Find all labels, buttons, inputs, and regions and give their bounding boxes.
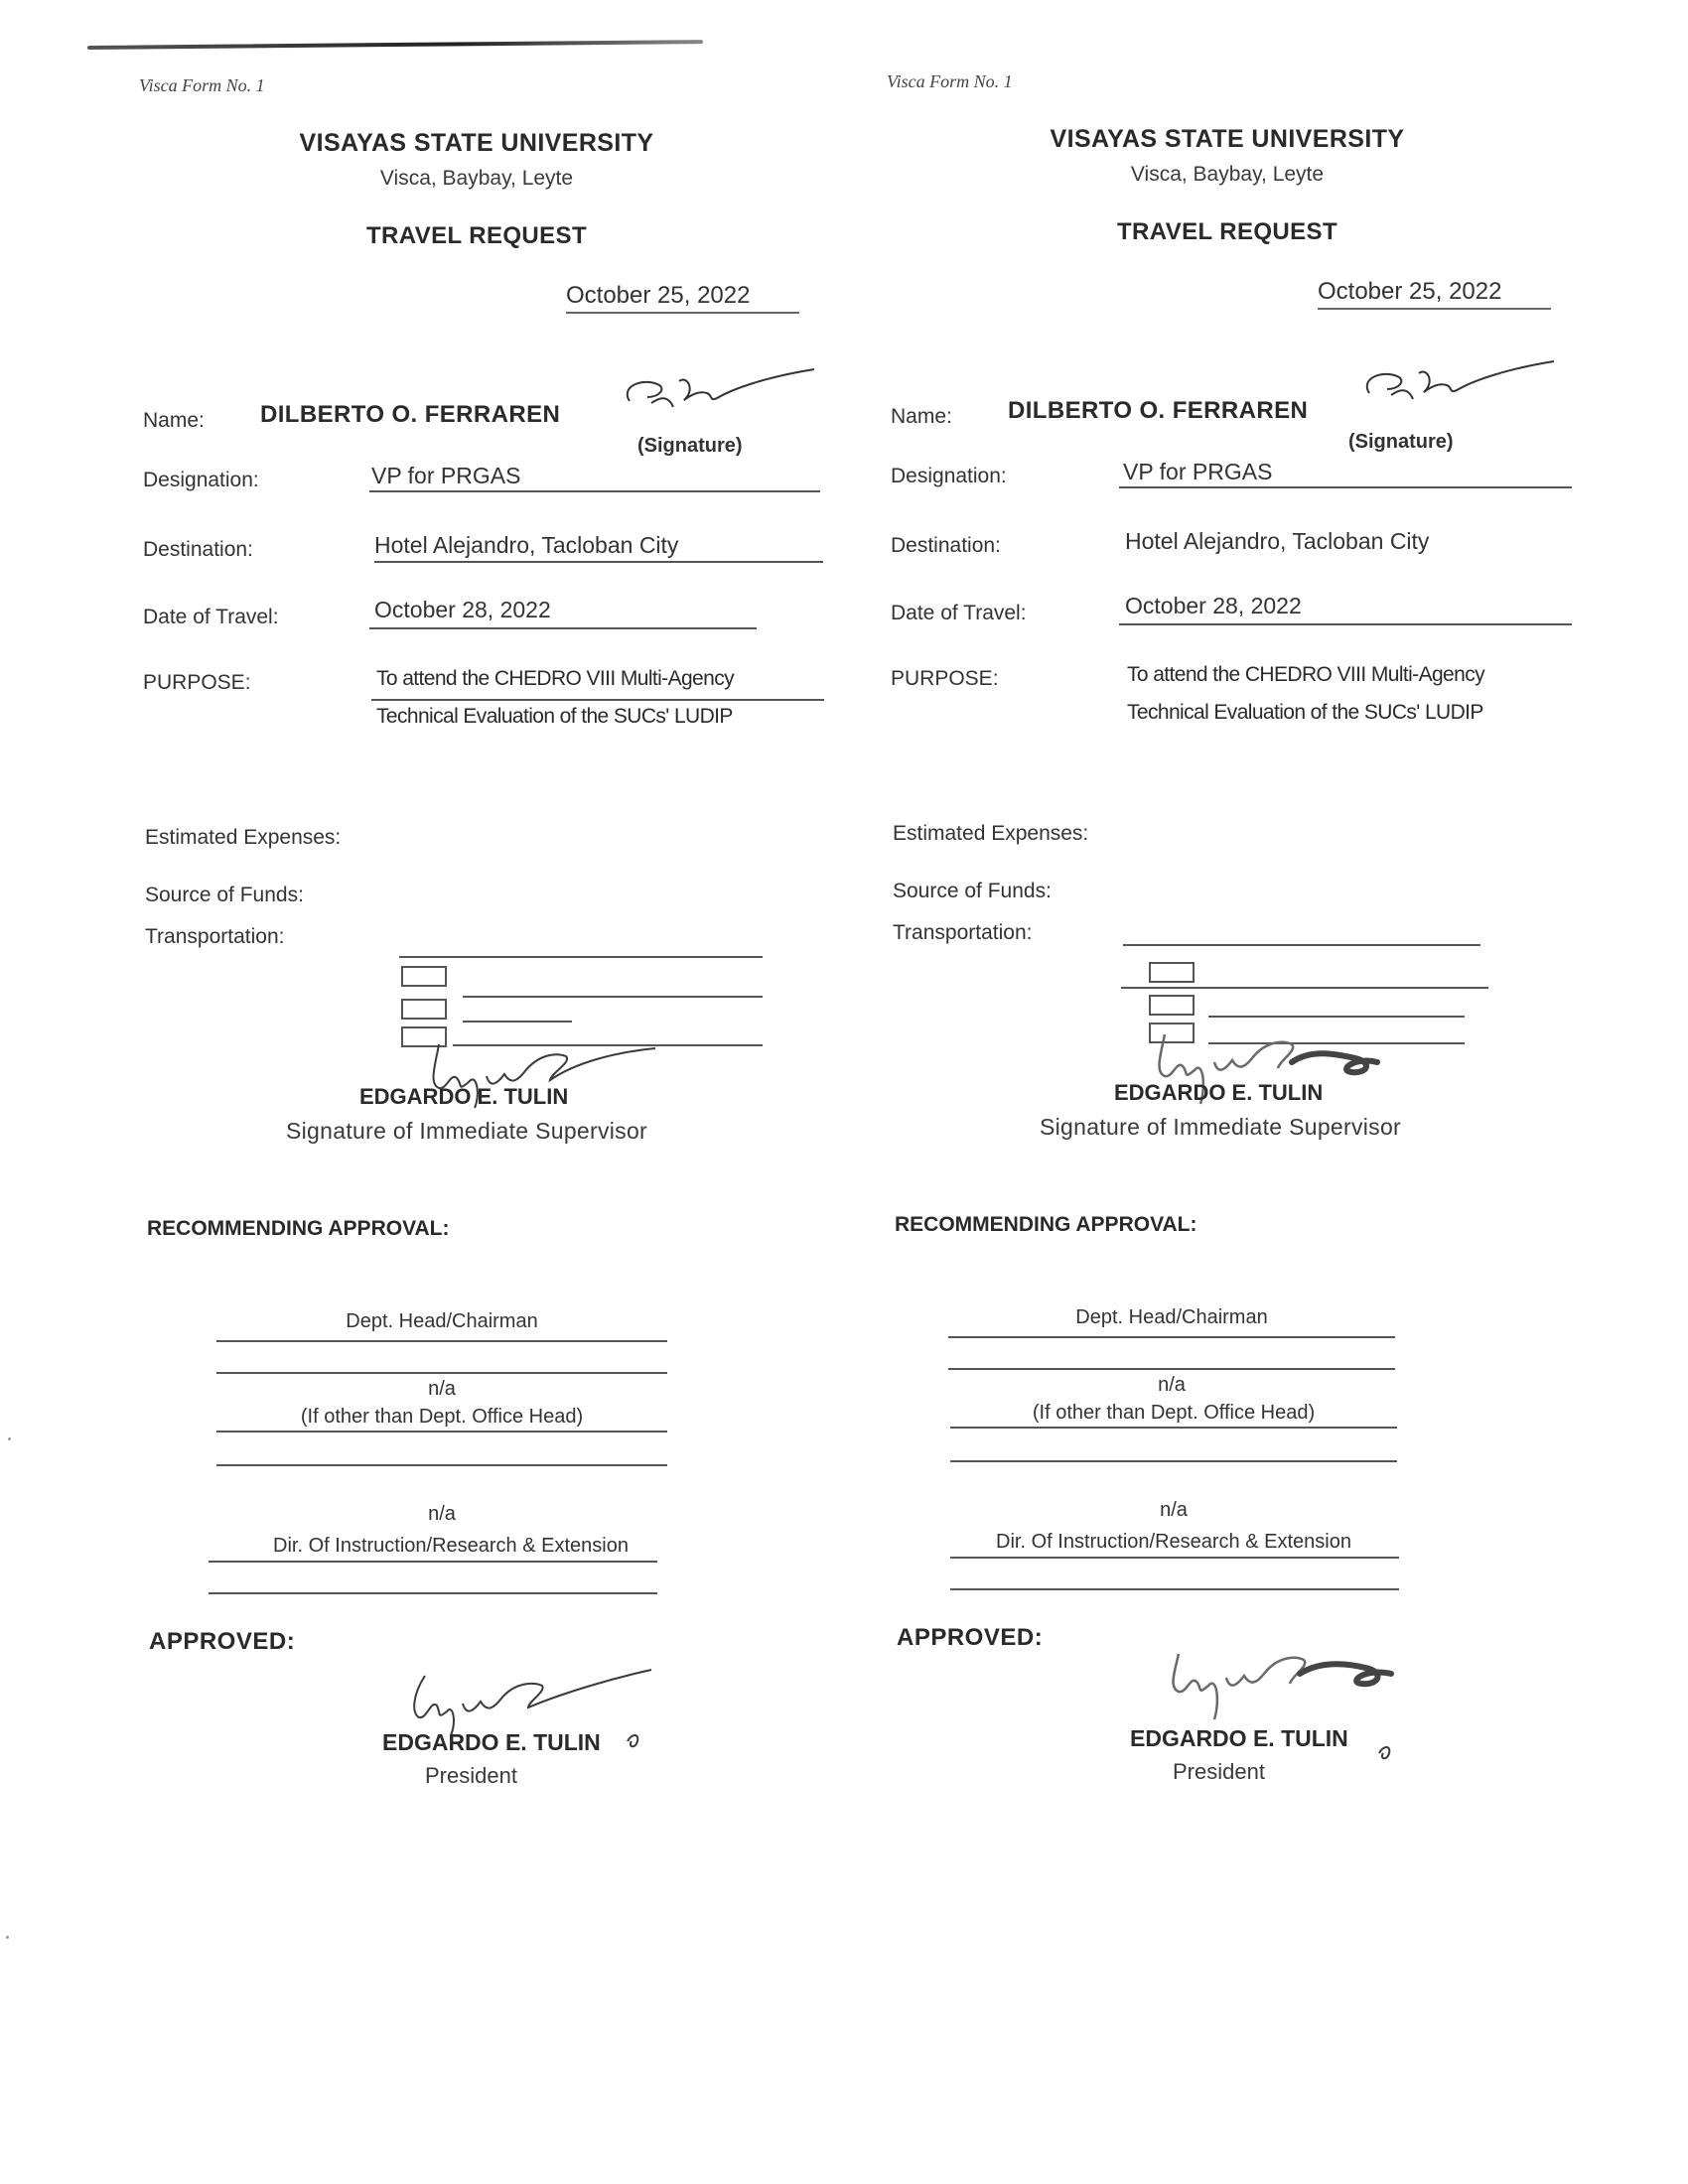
travel-request-form-copy-2 [748,0,1502,2180]
purpose-label: PURPOSE: [143,671,251,694]
estimated-expenses-label: Estimated Expenses: [145,826,342,849]
date-of-travel-value: October 28, 2022 [1125,593,1302,618]
na-text: n/a [1158,1374,1186,1396]
transport-line [463,996,763,998]
other-head-line [950,1427,1397,1429]
na-text: n/a [1160,1499,1188,1521]
supervisor-name: EDGARDO E. TULIN [1114,1080,1324,1105]
other-head-caption: (If other than Dept. Office Head) [300,1406,584,1428]
university-name: VISAYAS STATE UNIVERSITY [299,129,654,157]
source-of-funds-label: Source of Funds: [893,880,1052,902]
purpose-label: PURPOSE: [891,667,999,690]
president-caption: President [1173,1759,1265,1784]
dept-head-line [948,1336,1395,1338]
estimated-expenses-label: Estimated Expenses: [893,822,1089,845]
transport-checkbox [401,999,447,1020]
requester-name: DILBERTO O. FERRAREN [260,401,561,428]
dept-head-caption: Dept. Head/Chairman [1075,1306,1268,1328]
approved-label: APPROVED: [149,1628,296,1655]
signature-line [209,1592,657,1594]
date-of-travel-value: October 28, 2022 [374,597,551,622]
form-number: Visca Form No. 1 [139,75,265,95]
designation-label: Designation: [143,469,259,491]
director-caption: Dir. Of Instruction/Research & Extension [996,1531,1351,1553]
other-head-caption: (If other than Dept. Office Head) [1032,1402,1316,1424]
destination-label: Destination: [143,538,253,561]
purpose-line-2: Technical Evaluation of the SUCs' LUDIP [376,705,733,728]
designation-value: VP for PRGAS [371,463,521,488]
purpose-line-2: Technical Evaluation of the SUCs' LUDIP [1127,701,1483,724]
other-head-line [216,1431,667,1433]
request-date: October 25, 2022 [566,282,799,314]
university-name: VISAYAS STATE UNIVERSITY [1050,125,1405,153]
form-number: Visca Form No. 1 [887,71,1013,91]
signature-caption: (Signature) [1348,431,1454,453]
director-caption: Dir. Of Instruction/Research & Extension [273,1535,629,1557]
destination-label: Destination: [891,534,1001,557]
travel-request-form-copy-1 [0,0,755,2184]
transport-line [399,956,763,958]
dept-head-line [216,1340,667,1342]
transport-line [1123,944,1480,946]
transport-line [1121,987,1488,989]
transport-checkbox [1149,962,1195,983]
supervisor-caption: Signature of Immediate Supervisor [1040,1114,1402,1140]
form-title: TRAVEL REQUEST [365,222,588,249]
university-address: Visca, Baybay, Leyte [1130,163,1325,186]
transport-checkbox [1149,995,1195,1016]
president-name: EDGARDO E. TULIN [382,1729,601,1755]
director-line [950,1557,1399,1559]
supervisor-signature [417,1032,665,1132]
date-of-travel-label: Date of Travel: [891,602,1027,624]
signature-caption: (Signature) [637,435,743,457]
recommending-approval-label: RECOMMENDING APPROVAL: [147,1217,450,1240]
requester-name: DILBERTO O. FERRAREN [1008,397,1309,424]
designation-value: VP for PRGAS [1123,459,1273,484]
recommending-approval-label: RECOMMENDING APPROVAL: [895,1213,1197,1236]
transport-checkbox [401,966,447,987]
requester-signature [1355,355,1564,425]
purpose-line-1: To attend the CHEDRO VIII Multi-Agency [376,667,735,690]
signature-line [216,1372,667,1374]
na-text: n/a [428,1378,456,1400]
name-label: Name: [143,409,205,432]
university-address: Visca, Baybay, Leyte [379,167,574,190]
destination-value: Hotel Alejandro, Tacloban City [1125,528,1430,554]
signature-line [950,1588,1399,1590]
director-line [209,1561,657,1563]
signature-line [216,1464,667,1466]
form-title: TRAVEL REQUEST [1116,218,1338,245]
signature-line [948,1368,1395,1370]
president-caption: President [425,1763,517,1788]
approved-label: APPROVED: [897,1624,1044,1651]
designation-underline [1119,486,1572,488]
designation-label: Designation: [891,465,1007,487]
president-name: EDGARDO E. TULIN [1130,1725,1348,1751]
name-label: Name: [891,405,952,428]
dept-head-caption: Dept. Head/Chairman [346,1310,538,1332]
source-of-funds-label: Source of Funds: [145,884,304,906]
date-of-travel-label: Date of Travel: [143,606,279,628]
supervisor-name: EDGARDO E. TULIN [359,1084,569,1109]
purpose-line-1: To attend the CHEDRO VIII Multi-Agency [1127,663,1485,686]
na-text: n/a [428,1503,456,1525]
transportation-label: Transportation: [145,925,285,948]
transportation-label: Transportation: [893,921,1033,944]
destination-value: Hotel Alejandro, Tacloban City [374,532,823,563]
date-of-travel-underline [1119,623,1572,625]
request-date: October 25, 2022 [1318,278,1551,310]
transport-line [1208,1016,1465,1018]
supervisor-caption: Signature of Immediate Supervisor [286,1118,648,1144]
signature-line [950,1460,1397,1462]
transport-line [463,1021,572,1023]
date-of-travel-underline [369,627,757,629]
